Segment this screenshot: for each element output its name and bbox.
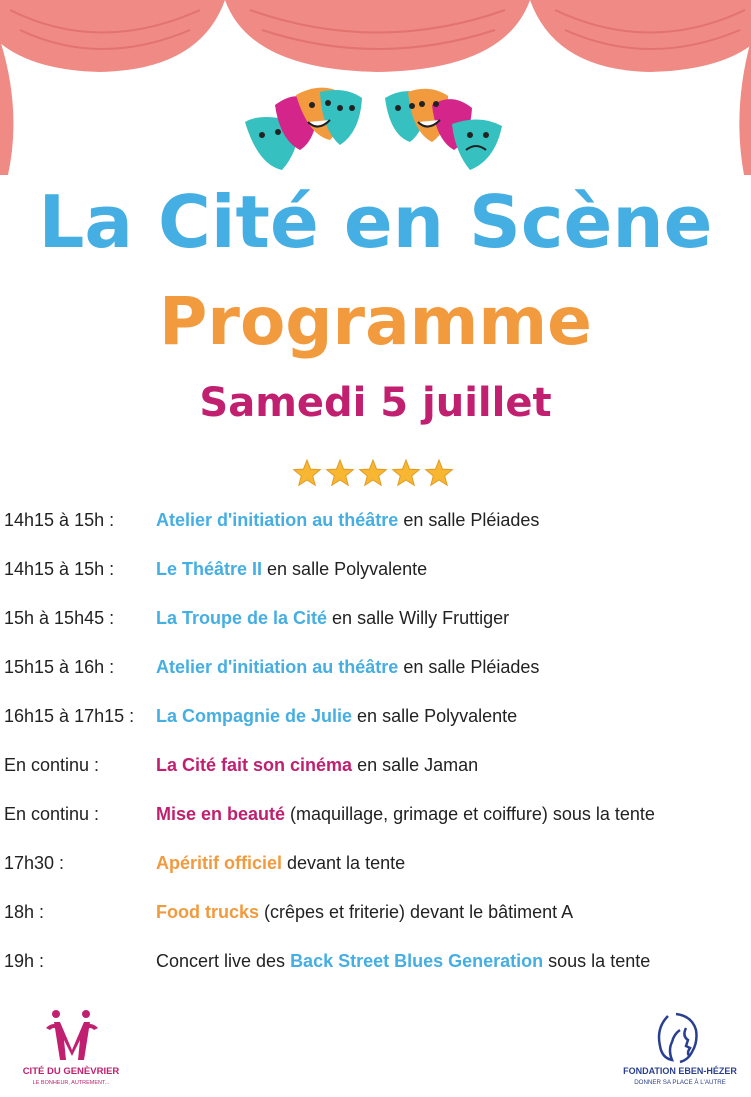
schedule-detail: en salle Pléiades <box>398 510 540 530</box>
schedule-activity: Atelier d'initiation au théâtre <box>156 657 399 677</box>
star-icon <box>426 460 453 485</box>
schedule-detail: en salle Polyvalente <box>352 706 518 726</box>
schedule-activity: La Cité fait son cinéma <box>156 755 353 775</box>
star-icon <box>294 460 321 485</box>
schedule-row <box>0 804 751 834</box>
left-logo-name: CITÉ DU GENÈVRIER <box>22 1066 120 1077</box>
schedule-activity: Apéritif officiel <box>156 853 283 873</box>
schedule-row <box>0 657 751 687</box>
star-icon <box>360 460 387 485</box>
schedule-time: 16h15 à 17h15 : <box>4 706 135 726</box>
schedule-description <box>156 951 650 972</box>
schedule-activity: Atelier d'initiation au théâtre <box>156 510 399 530</box>
schedule-detail: en salle Willy Fruttiger <box>327 608 510 628</box>
schedule-detail: en salle Pléiades <box>398 657 540 677</box>
schedule-detail: (maquillage, grimage et coiffure) sous la tente <box>285 804 655 824</box>
schedule-activity: Back Street Blues Generation <box>290 951 544 971</box>
schedule-detail: (crêpes et friterie) devant le bâtiment A <box>259 902 574 922</box>
schedule-row <box>0 706 751 736</box>
schedule-time: 14h15 à 15h : <box>4 559 115 579</box>
schedule-row <box>0 853 751 883</box>
right-logo-tagline: DONNER SA PLACE À L'AUTRE <box>634 1079 726 1086</box>
schedule-row <box>0 902 751 932</box>
schedule-description <box>156 853 405 874</box>
schedule-detail: Concert live des <box>156 951 291 971</box>
schedule-row <box>0 559 751 589</box>
right-logo-name: FONDATION EBEN-HÉZER <box>623 1066 737 1076</box>
schedule-time: 15h à 15h45 : <box>4 608 115 628</box>
fondation-eben-hezer-logo <box>616 1008 744 1090</box>
schedule-detail: devant la tente <box>282 853 406 873</box>
rating-stars <box>290 458 460 490</box>
schedule-description <box>156 559 427 580</box>
schedule-activity: La Troupe de la Cité <box>156 608 328 628</box>
page-title: La Cité en Scène <box>38 180 713 264</box>
event-date: Samedi 5 juillet <box>199 380 552 426</box>
schedule-detail: en salle Polyvalente <box>262 559 428 579</box>
schedule-row <box>0 951 751 981</box>
schedule-time: 14h15 à 15h : <box>4 510 115 530</box>
schedule-activity: Mise en beauté <box>156 804 286 824</box>
schedule-detail: sous la tente <box>543 951 651 971</box>
schedule-description <box>156 510 539 531</box>
left-logo-tagline: LE BONHEUR, AUTREMENT... <box>32 1080 110 1086</box>
schedule-time: 15h15 à 16h : <box>4 657 115 677</box>
schedule-time: 17h30 : <box>4 853 65 873</box>
schedule-row <box>0 608 751 638</box>
schedule-row <box>0 510 751 540</box>
schedule-description <box>156 706 517 727</box>
schedule-detail: en salle Jaman <box>352 755 479 775</box>
schedule-time: 18h : <box>4 902 45 922</box>
schedule-description <box>156 608 509 629</box>
schedule-activity: Le Théâtre II <box>156 559 263 579</box>
schedule-description <box>156 755 478 776</box>
star-icon <box>393 460 420 485</box>
schedule-activity: Food trucks <box>156 902 260 922</box>
schedule-time: En continu : <box>4 755 100 775</box>
schedule-description <box>156 657 539 678</box>
schedule-description <box>156 902 573 923</box>
schedule-time: 19h : <box>4 951 45 971</box>
programme-heading: Programme <box>159 283 592 360</box>
schedule-activity: La Compagnie de Julie <box>156 706 353 726</box>
cite-du-genevrier-logo <box>14 1000 134 1090</box>
schedule-row <box>0 755 751 785</box>
schedule-time: En continu : <box>4 804 100 824</box>
star-icon <box>327 460 354 485</box>
theatre-masks-icon <box>0 80 751 180</box>
schedule-description <box>156 804 655 825</box>
